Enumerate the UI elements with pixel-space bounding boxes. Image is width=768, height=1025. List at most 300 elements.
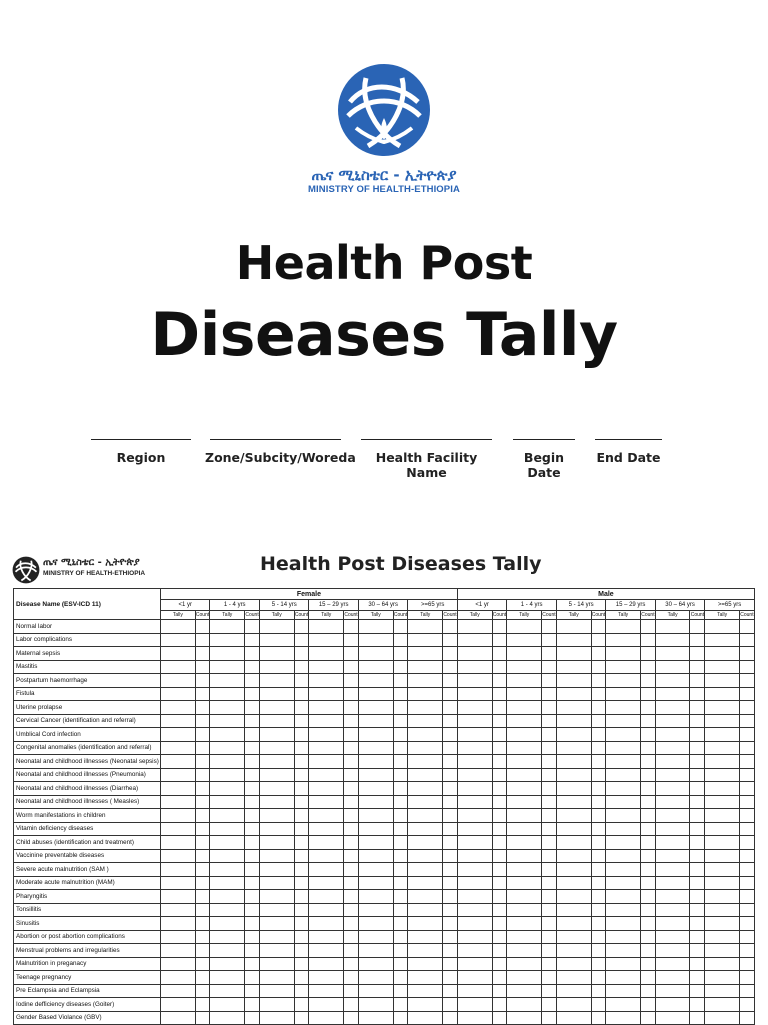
count-cell[interactable] bbox=[344, 863, 359, 877]
tally-cell[interactable] bbox=[210, 809, 245, 823]
tally-cell[interactable] bbox=[358, 984, 393, 998]
tally-cell[interactable] bbox=[457, 701, 492, 715]
count-cell[interactable] bbox=[542, 863, 557, 877]
count-cell[interactable] bbox=[542, 782, 557, 796]
tally-cell[interactable] bbox=[408, 647, 443, 661]
tally-cell[interactable] bbox=[606, 755, 641, 769]
count-cell[interactable] bbox=[591, 687, 606, 701]
count-cell[interactable] bbox=[344, 890, 359, 904]
count-cell[interactable] bbox=[443, 957, 458, 971]
count-cell[interactable] bbox=[690, 863, 705, 877]
tally-cell[interactable] bbox=[161, 930, 196, 944]
count-cell[interactable] bbox=[195, 768, 210, 782]
count-cell[interactable] bbox=[492, 903, 507, 917]
tally-cell[interactable] bbox=[358, 930, 393, 944]
tally-cell[interactable] bbox=[457, 957, 492, 971]
tally-cell[interactable] bbox=[457, 890, 492, 904]
tally-cell[interactable] bbox=[705, 755, 740, 769]
count-cell[interactable] bbox=[393, 998, 408, 1012]
count-cell[interactable] bbox=[690, 984, 705, 998]
tally-cell[interactable] bbox=[457, 822, 492, 836]
count-cell[interactable] bbox=[443, 822, 458, 836]
tally-cell[interactable] bbox=[408, 728, 443, 742]
count-cell[interactable] bbox=[739, 984, 754, 998]
count-cell[interactable] bbox=[641, 971, 656, 985]
count-cell[interactable] bbox=[393, 984, 408, 998]
tally-cell[interactable] bbox=[606, 957, 641, 971]
tally-cell[interactable] bbox=[161, 890, 196, 904]
tally-cell[interactable] bbox=[358, 755, 393, 769]
count-cell[interactable] bbox=[641, 620, 656, 634]
tally-cell[interactable] bbox=[556, 701, 591, 715]
tally-cell[interactable] bbox=[259, 957, 294, 971]
count-cell[interactable] bbox=[492, 782, 507, 796]
count-cell[interactable] bbox=[294, 755, 309, 769]
count-cell[interactable] bbox=[443, 633, 458, 647]
count-cell[interactable] bbox=[393, 728, 408, 742]
count-cell[interactable] bbox=[443, 917, 458, 931]
count-cell[interactable] bbox=[245, 647, 260, 661]
count-cell[interactable] bbox=[344, 809, 359, 823]
tally-cell[interactable] bbox=[556, 998, 591, 1012]
count-cell[interactable] bbox=[294, 1011, 309, 1025]
count-cell[interactable] bbox=[195, 849, 210, 863]
count-cell[interactable] bbox=[245, 876, 260, 890]
count-cell[interactable] bbox=[690, 633, 705, 647]
count-cell[interactable] bbox=[690, 714, 705, 728]
count-cell[interactable] bbox=[641, 687, 656, 701]
count-cell[interactable] bbox=[690, 876, 705, 890]
tally-cell[interactable] bbox=[556, 957, 591, 971]
tally-cell[interactable] bbox=[408, 930, 443, 944]
tally-cell[interactable] bbox=[161, 728, 196, 742]
tally-cell[interactable] bbox=[606, 687, 641, 701]
tally-cell[interactable] bbox=[309, 809, 344, 823]
tally-cell[interactable] bbox=[309, 660, 344, 674]
tally-cell[interactable] bbox=[606, 728, 641, 742]
count-cell[interactable] bbox=[294, 917, 309, 931]
count-cell[interactable] bbox=[492, 849, 507, 863]
count-cell[interactable] bbox=[690, 755, 705, 769]
tally-cell[interactable] bbox=[705, 836, 740, 850]
tally-cell[interactable] bbox=[210, 714, 245, 728]
count-cell[interactable] bbox=[492, 998, 507, 1012]
tally-cell[interactable] bbox=[457, 728, 492, 742]
count-cell[interactable] bbox=[739, 687, 754, 701]
count-cell[interactable] bbox=[542, 728, 557, 742]
count-cell[interactable] bbox=[294, 768, 309, 782]
count-cell[interactable] bbox=[443, 944, 458, 958]
tally-cell[interactable] bbox=[457, 971, 492, 985]
tally-cell[interactable] bbox=[210, 647, 245, 661]
tally-cell[interactable] bbox=[408, 633, 443, 647]
count-cell[interactable] bbox=[739, 674, 754, 688]
tally-cell[interactable] bbox=[210, 755, 245, 769]
tally-cell[interactable] bbox=[161, 998, 196, 1012]
count-cell[interactable] bbox=[245, 728, 260, 742]
tally-cell[interactable] bbox=[655, 795, 690, 809]
count-cell[interactable] bbox=[690, 728, 705, 742]
count-cell[interactable] bbox=[739, 714, 754, 728]
tally-cell[interactable] bbox=[161, 660, 196, 674]
tally-cell[interactable] bbox=[556, 890, 591, 904]
count-cell[interactable] bbox=[641, 660, 656, 674]
count-cell[interactable] bbox=[443, 930, 458, 944]
tally-cell[interactable] bbox=[408, 741, 443, 755]
tally-cell[interactable] bbox=[161, 836, 196, 850]
tally-cell[interactable] bbox=[309, 741, 344, 755]
tally-cell[interactable] bbox=[705, 782, 740, 796]
tally-cell[interactable] bbox=[655, 890, 690, 904]
count-cell[interactable] bbox=[690, 768, 705, 782]
tally-cell[interactable] bbox=[655, 620, 690, 634]
count-cell[interactable] bbox=[443, 903, 458, 917]
count-cell[interactable] bbox=[690, 795, 705, 809]
count-cell[interactable] bbox=[690, 741, 705, 755]
count-cell[interactable] bbox=[591, 701, 606, 715]
tally-cell[interactable] bbox=[259, 714, 294, 728]
end-date-line[interactable] bbox=[595, 439, 662, 440]
tally-cell[interactable] bbox=[457, 633, 492, 647]
tally-cell[interactable] bbox=[309, 822, 344, 836]
tally-cell[interactable] bbox=[309, 782, 344, 796]
tally-cell[interactable] bbox=[606, 971, 641, 985]
count-cell[interactable] bbox=[443, 863, 458, 877]
count-cell[interactable] bbox=[195, 876, 210, 890]
tally-cell[interactable] bbox=[556, 917, 591, 931]
tally-cell[interactable] bbox=[210, 944, 245, 958]
count-cell[interactable] bbox=[443, 890, 458, 904]
tally-cell[interactable] bbox=[408, 768, 443, 782]
count-cell[interactable] bbox=[393, 755, 408, 769]
count-cell[interactable] bbox=[294, 957, 309, 971]
tally-cell[interactable] bbox=[309, 701, 344, 715]
tally-cell[interactable] bbox=[457, 674, 492, 688]
tally-cell[interactable] bbox=[161, 755, 196, 769]
tally-cell[interactable] bbox=[408, 660, 443, 674]
tally-cell[interactable] bbox=[161, 876, 196, 890]
count-cell[interactable] bbox=[641, 714, 656, 728]
tally-cell[interactable] bbox=[655, 768, 690, 782]
count-cell[interactable] bbox=[294, 674, 309, 688]
tally-cell[interactable] bbox=[210, 768, 245, 782]
tally-cell[interactable] bbox=[507, 957, 542, 971]
count-cell[interactable] bbox=[195, 944, 210, 958]
tally-cell[interactable] bbox=[705, 890, 740, 904]
tally-cell[interactable] bbox=[358, 863, 393, 877]
count-cell[interactable] bbox=[591, 1011, 606, 1025]
count-cell[interactable] bbox=[443, 998, 458, 1012]
count-cell[interactable] bbox=[393, 795, 408, 809]
tally-cell[interactable] bbox=[705, 687, 740, 701]
tally-cell[interactable] bbox=[309, 620, 344, 634]
count-cell[interactable] bbox=[641, 674, 656, 688]
count-cell[interactable] bbox=[492, 944, 507, 958]
tally-cell[interactable] bbox=[457, 782, 492, 796]
tally-cell[interactable] bbox=[556, 674, 591, 688]
tally-cell[interactable] bbox=[606, 822, 641, 836]
tally-cell[interactable] bbox=[309, 984, 344, 998]
count-cell[interactable] bbox=[690, 1011, 705, 1025]
tally-cell[interactable] bbox=[161, 903, 196, 917]
count-cell[interactable] bbox=[739, 836, 754, 850]
count-cell[interactable] bbox=[393, 647, 408, 661]
tally-cell[interactable] bbox=[457, 647, 492, 661]
tally-cell[interactable] bbox=[408, 836, 443, 850]
tally-cell[interactable] bbox=[309, 971, 344, 985]
tally-cell[interactable] bbox=[259, 863, 294, 877]
tally-cell[interactable] bbox=[210, 620, 245, 634]
tally-cell[interactable] bbox=[457, 849, 492, 863]
tally-cell[interactable] bbox=[655, 998, 690, 1012]
tally-cell[interactable] bbox=[606, 876, 641, 890]
count-cell[interactable] bbox=[393, 876, 408, 890]
tally-cell[interactable] bbox=[507, 849, 542, 863]
count-cell[interactable] bbox=[739, 701, 754, 715]
count-cell[interactable] bbox=[641, 782, 656, 796]
count-cell[interactable] bbox=[542, 917, 557, 931]
count-cell[interactable] bbox=[393, 660, 408, 674]
count-cell[interactable] bbox=[542, 620, 557, 634]
tally-cell[interactable] bbox=[556, 728, 591, 742]
count-cell[interactable] bbox=[443, 714, 458, 728]
count-cell[interactable] bbox=[443, 836, 458, 850]
tally-cell[interactable] bbox=[358, 768, 393, 782]
count-cell[interactable] bbox=[492, 647, 507, 661]
count-cell[interactable] bbox=[344, 998, 359, 1012]
tally-cell[interactable] bbox=[556, 755, 591, 769]
count-cell[interactable] bbox=[393, 1011, 408, 1025]
tally-cell[interactable] bbox=[210, 674, 245, 688]
tally-cell[interactable] bbox=[457, 930, 492, 944]
count-cell[interactable] bbox=[542, 809, 557, 823]
tally-cell[interactable] bbox=[556, 687, 591, 701]
tally-cell[interactable] bbox=[705, 660, 740, 674]
tally-cell[interactable] bbox=[705, 998, 740, 1012]
tally-cell[interactable] bbox=[705, 849, 740, 863]
tally-cell[interactable] bbox=[655, 728, 690, 742]
tally-cell[interactable] bbox=[606, 647, 641, 661]
tally-cell[interactable] bbox=[606, 917, 641, 931]
tally-cell[interactable] bbox=[556, 647, 591, 661]
count-cell[interactable] bbox=[344, 1011, 359, 1025]
tally-cell[interactable] bbox=[507, 876, 542, 890]
count-cell[interactable] bbox=[641, 930, 656, 944]
tally-cell[interactable] bbox=[507, 930, 542, 944]
tally-cell[interactable] bbox=[606, 944, 641, 958]
tally-cell[interactable] bbox=[655, 1011, 690, 1025]
count-cell[interactable] bbox=[542, 633, 557, 647]
count-cell[interactable] bbox=[641, 795, 656, 809]
count-cell[interactable] bbox=[641, 633, 656, 647]
count-cell[interactable] bbox=[195, 930, 210, 944]
count-cell[interactable] bbox=[344, 849, 359, 863]
count-cell[interactable] bbox=[393, 768, 408, 782]
tally-cell[interactable] bbox=[259, 890, 294, 904]
tally-cell[interactable] bbox=[507, 998, 542, 1012]
tally-cell[interactable] bbox=[210, 741, 245, 755]
tally-cell[interactable] bbox=[259, 782, 294, 796]
tally-cell[interactable] bbox=[210, 728, 245, 742]
count-cell[interactable] bbox=[690, 660, 705, 674]
count-cell[interactable] bbox=[739, 822, 754, 836]
count-cell[interactable] bbox=[294, 998, 309, 1012]
tally-cell[interactable] bbox=[309, 674, 344, 688]
tally-cell[interactable] bbox=[358, 674, 393, 688]
count-cell[interactable] bbox=[294, 741, 309, 755]
tally-cell[interactable] bbox=[358, 795, 393, 809]
count-cell[interactable] bbox=[591, 849, 606, 863]
count-cell[interactable] bbox=[393, 809, 408, 823]
tally-cell[interactable] bbox=[309, 714, 344, 728]
tally-cell[interactable] bbox=[606, 903, 641, 917]
count-cell[interactable] bbox=[492, 660, 507, 674]
count-cell[interactable] bbox=[294, 660, 309, 674]
count-cell[interactable] bbox=[591, 863, 606, 877]
tally-cell[interactable] bbox=[556, 849, 591, 863]
count-cell[interactable] bbox=[690, 917, 705, 931]
count-cell[interactable] bbox=[739, 633, 754, 647]
tally-cell[interactable] bbox=[161, 984, 196, 998]
count-cell[interactable] bbox=[344, 930, 359, 944]
tally-cell[interactable] bbox=[655, 674, 690, 688]
tally-cell[interactable] bbox=[161, 687, 196, 701]
tally-cell[interactable] bbox=[309, 863, 344, 877]
tally-cell[interactable] bbox=[705, 1011, 740, 1025]
tally-cell[interactable] bbox=[210, 876, 245, 890]
count-cell[interactable] bbox=[739, 903, 754, 917]
count-cell[interactable] bbox=[344, 620, 359, 634]
tally-cell[interactable] bbox=[358, 620, 393, 634]
count-cell[interactable] bbox=[690, 701, 705, 715]
tally-cell[interactable] bbox=[309, 876, 344, 890]
tally-cell[interactable] bbox=[606, 849, 641, 863]
count-cell[interactable] bbox=[245, 809, 260, 823]
tally-cell[interactable] bbox=[408, 998, 443, 1012]
tally-cell[interactable] bbox=[655, 809, 690, 823]
tally-cell[interactable] bbox=[705, 957, 740, 971]
tally-cell[interactable] bbox=[507, 984, 542, 998]
count-cell[interactable] bbox=[690, 836, 705, 850]
count-cell[interactable] bbox=[690, 822, 705, 836]
tally-cell[interactable] bbox=[408, 917, 443, 931]
count-cell[interactable] bbox=[245, 795, 260, 809]
count-cell[interactable] bbox=[542, 647, 557, 661]
tally-cell[interactable] bbox=[259, 768, 294, 782]
count-cell[interactable] bbox=[591, 998, 606, 1012]
tally-cell[interactable] bbox=[655, 701, 690, 715]
count-cell[interactable] bbox=[443, 647, 458, 661]
count-cell[interactable] bbox=[245, 660, 260, 674]
tally-cell[interactable] bbox=[259, 809, 294, 823]
tally-cell[interactable] bbox=[705, 620, 740, 634]
count-cell[interactable] bbox=[690, 849, 705, 863]
count-cell[interactable] bbox=[393, 957, 408, 971]
count-cell[interactable] bbox=[245, 714, 260, 728]
count-cell[interactable] bbox=[591, 971, 606, 985]
count-cell[interactable] bbox=[195, 984, 210, 998]
tally-cell[interactable] bbox=[210, 701, 245, 715]
tally-cell[interactable] bbox=[259, 660, 294, 674]
count-cell[interactable] bbox=[641, 890, 656, 904]
count-cell[interactable] bbox=[641, 822, 656, 836]
tally-cell[interactable] bbox=[408, 795, 443, 809]
tally-cell[interactable] bbox=[210, 660, 245, 674]
count-cell[interactable] bbox=[690, 809, 705, 823]
count-cell[interactable] bbox=[195, 971, 210, 985]
count-cell[interactable] bbox=[641, 701, 656, 715]
tally-cell[interactable] bbox=[556, 903, 591, 917]
count-cell[interactable] bbox=[690, 957, 705, 971]
count-cell[interactable] bbox=[492, 984, 507, 998]
tally-cell[interactable] bbox=[358, 741, 393, 755]
count-cell[interactable] bbox=[739, 620, 754, 634]
count-cell[interactable] bbox=[542, 998, 557, 1012]
tally-cell[interactable] bbox=[606, 660, 641, 674]
count-cell[interactable] bbox=[690, 944, 705, 958]
tally-cell[interactable] bbox=[210, 849, 245, 863]
tally-cell[interactable] bbox=[507, 647, 542, 661]
count-cell[interactable] bbox=[591, 944, 606, 958]
count-cell[interactable] bbox=[492, 768, 507, 782]
count-cell[interactable] bbox=[591, 903, 606, 917]
count-cell[interactable] bbox=[294, 620, 309, 634]
count-cell[interactable] bbox=[492, 687, 507, 701]
count-cell[interactable] bbox=[641, 917, 656, 931]
count-cell[interactable] bbox=[492, 917, 507, 931]
count-cell[interactable] bbox=[542, 890, 557, 904]
tally-cell[interactable] bbox=[309, 647, 344, 661]
count-cell[interactable] bbox=[591, 660, 606, 674]
count-cell[interactable] bbox=[344, 822, 359, 836]
count-cell[interactable] bbox=[245, 903, 260, 917]
tally-cell[interactable] bbox=[457, 984, 492, 998]
tally-cell[interactable] bbox=[556, 822, 591, 836]
tally-cell[interactable] bbox=[655, 714, 690, 728]
tally-cell[interactable] bbox=[655, 957, 690, 971]
tally-cell[interactable] bbox=[358, 809, 393, 823]
tally-cell[interactable] bbox=[606, 701, 641, 715]
count-cell[interactable] bbox=[294, 714, 309, 728]
count-cell[interactable] bbox=[641, 728, 656, 742]
tally-cell[interactable] bbox=[705, 647, 740, 661]
tally-cell[interactable] bbox=[210, 917, 245, 931]
count-cell[interactable] bbox=[542, 822, 557, 836]
tally-cell[interactable] bbox=[606, 930, 641, 944]
count-cell[interactable] bbox=[591, 890, 606, 904]
count-cell[interactable] bbox=[344, 660, 359, 674]
count-cell[interactable] bbox=[393, 944, 408, 958]
tally-cell[interactable] bbox=[507, 944, 542, 958]
tally-cell[interactable] bbox=[606, 782, 641, 796]
tally-cell[interactable] bbox=[309, 795, 344, 809]
count-cell[interactable] bbox=[344, 687, 359, 701]
tally-cell[interactable] bbox=[705, 795, 740, 809]
count-cell[interactable] bbox=[542, 755, 557, 769]
tally-cell[interactable] bbox=[161, 849, 196, 863]
tally-cell[interactable] bbox=[161, 863, 196, 877]
tally-cell[interactable] bbox=[606, 984, 641, 998]
tally-cell[interactable] bbox=[705, 917, 740, 931]
count-cell[interactable] bbox=[641, 755, 656, 769]
tally-cell[interactable] bbox=[457, 687, 492, 701]
tally-cell[interactable] bbox=[655, 822, 690, 836]
count-cell[interactable] bbox=[542, 768, 557, 782]
tally-cell[interactable] bbox=[556, 660, 591, 674]
count-cell[interactable] bbox=[542, 944, 557, 958]
count-cell[interactable] bbox=[443, 809, 458, 823]
tally-cell[interactable] bbox=[358, 1011, 393, 1025]
